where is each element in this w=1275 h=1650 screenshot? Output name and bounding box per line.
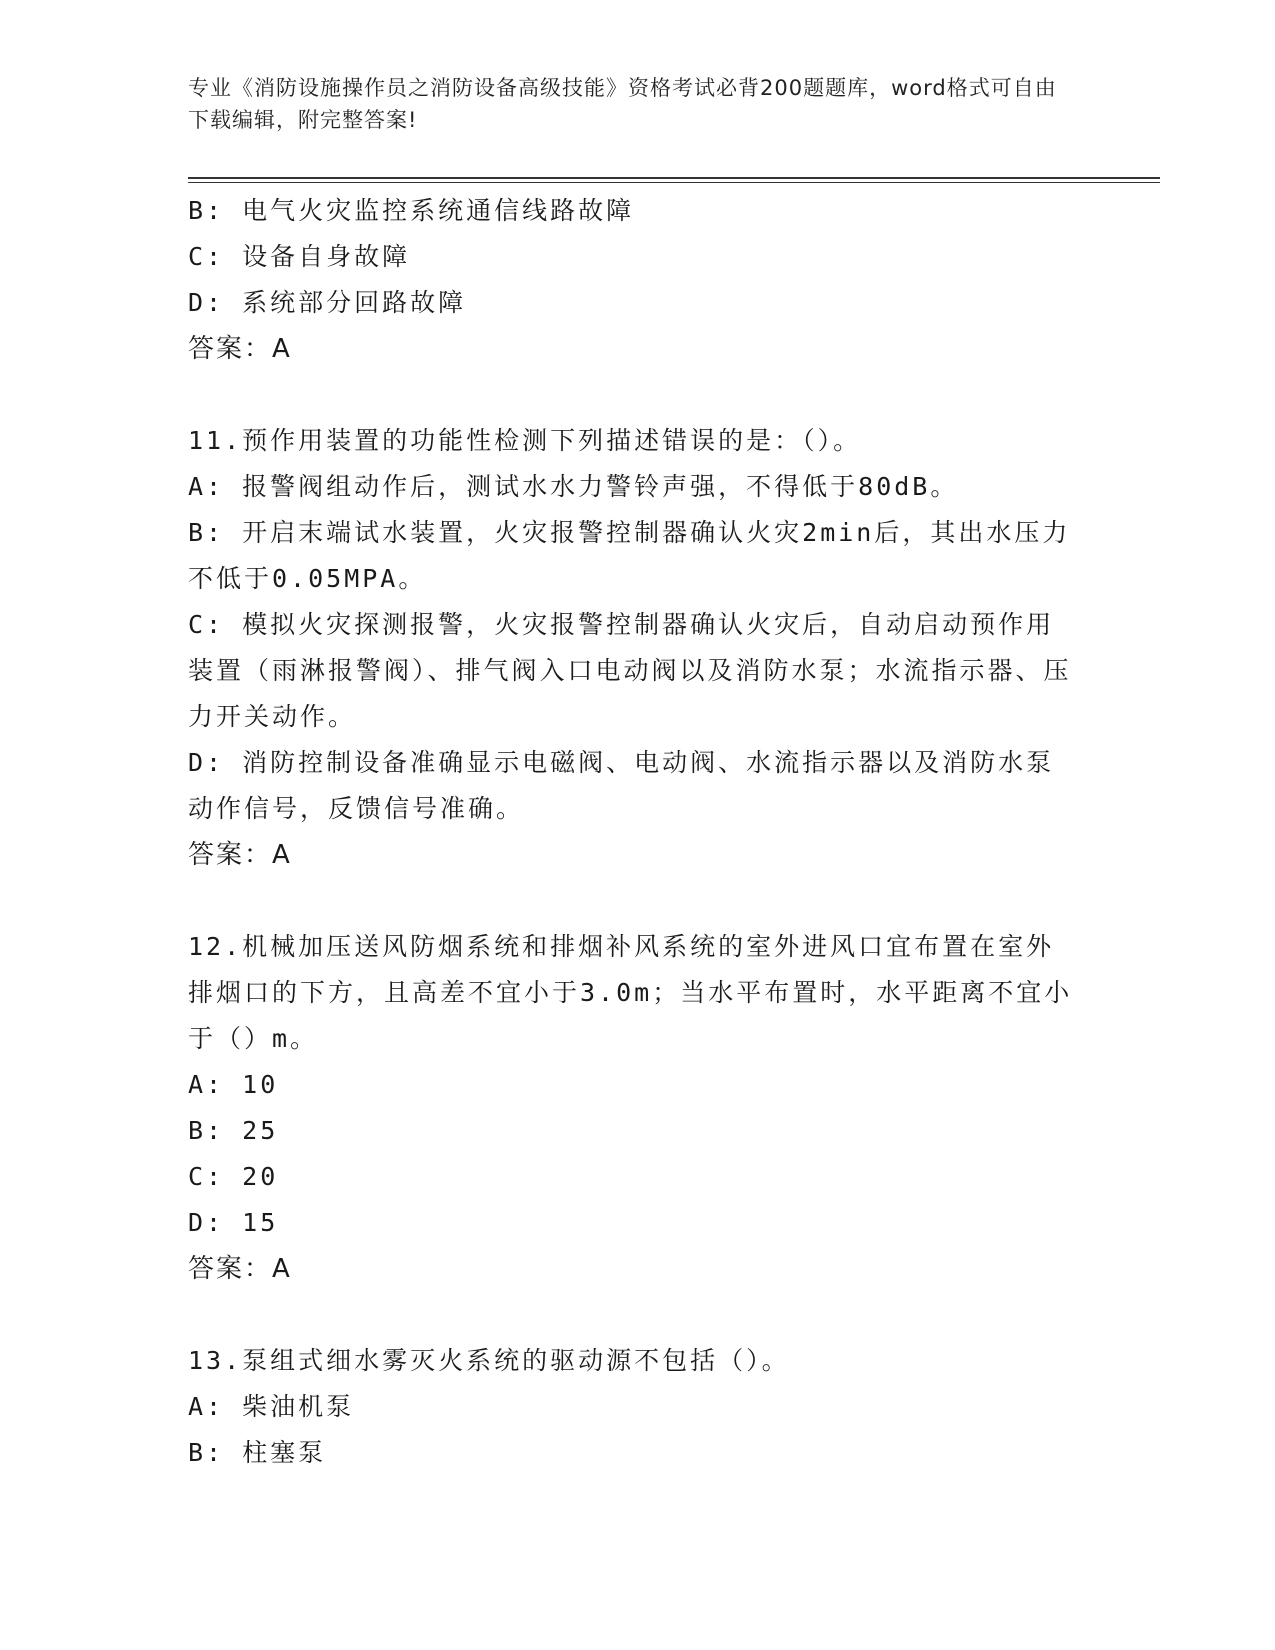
q12-option-d: D: 15 (188, 1208, 279, 1237)
q11-answer: 答案：A (188, 840, 292, 870)
document-header: 专业《消防设施操作员之消防设备高级技能》资格考试必背200题题库，word格式可自由下载编辑，附完整答案! (188, 76, 1057, 132)
q13-option-b: B: 柱塞泵 (188, 1438, 327, 1467)
q12-option-a: A: 10 (188, 1070, 279, 1099)
q11-option-c: C: 模拟火灾探测报警，火灾报警控制器确认火灾后，自动启动预作用装置（雨淋报警阀）、排气阀入口电动阀以及消防水泵；水流指示器、压力开关动作。 (188, 610, 1072, 731)
spacer (188, 1292, 1080, 1338)
q11-option-d: D: 消防控制设备准确显示电磁阀、电动阀、水流指示器以及消防水泵动作信号，反馈信号准确。 (188, 748, 1055, 823)
q12-answer: 答案：A (188, 1254, 292, 1284)
q10-option-c: C: 设备自身故障 (188, 242, 411, 271)
spacer (188, 878, 1080, 924)
q10-option-d: D: 系统部分回路故障 (188, 288, 467, 317)
q11-option-a: A: 报警阀组动作后，测试水水力警铃声强，不得低于80dB。 (188, 472, 959, 501)
question-content (188, 188, 1080, 1476)
q13-question: 13.泵组式细水雾灭火系统的驱动源不包括（）。 (188, 1346, 790, 1375)
q10-answer: 答案：A (188, 334, 292, 364)
q11-question: 11.预作用装置的功能性检测下列描述错误的是：（）。 (188, 426, 862, 455)
q13-option-a: A: 柴油机泵 (188, 1392, 355, 1421)
q10-option-b: B: 电气火灾监控系统通信线路故障 (188, 196, 635, 225)
spacer (188, 372, 1080, 418)
q11-option-b: B: 开启末端试水装置，火灾报警控制器确认火灾2min后，其出水压力不低于0.05MPA。 (188, 518, 1071, 593)
header-divider-thin (188, 182, 1160, 183)
q12-question: 12.机械加压送风防烟系统和排烟补风系统的室外进风口宜布置在室外排烟口的下方，且高差不宜小于3.0m；当水平布置时，水平距离不宜小于（）m。 (188, 932, 1073, 1053)
header-divider-thick (188, 177, 1160, 179)
q12-option-b: B: 25 (188, 1116, 279, 1145)
q12-option-c: C: 20 (188, 1162, 279, 1191)
